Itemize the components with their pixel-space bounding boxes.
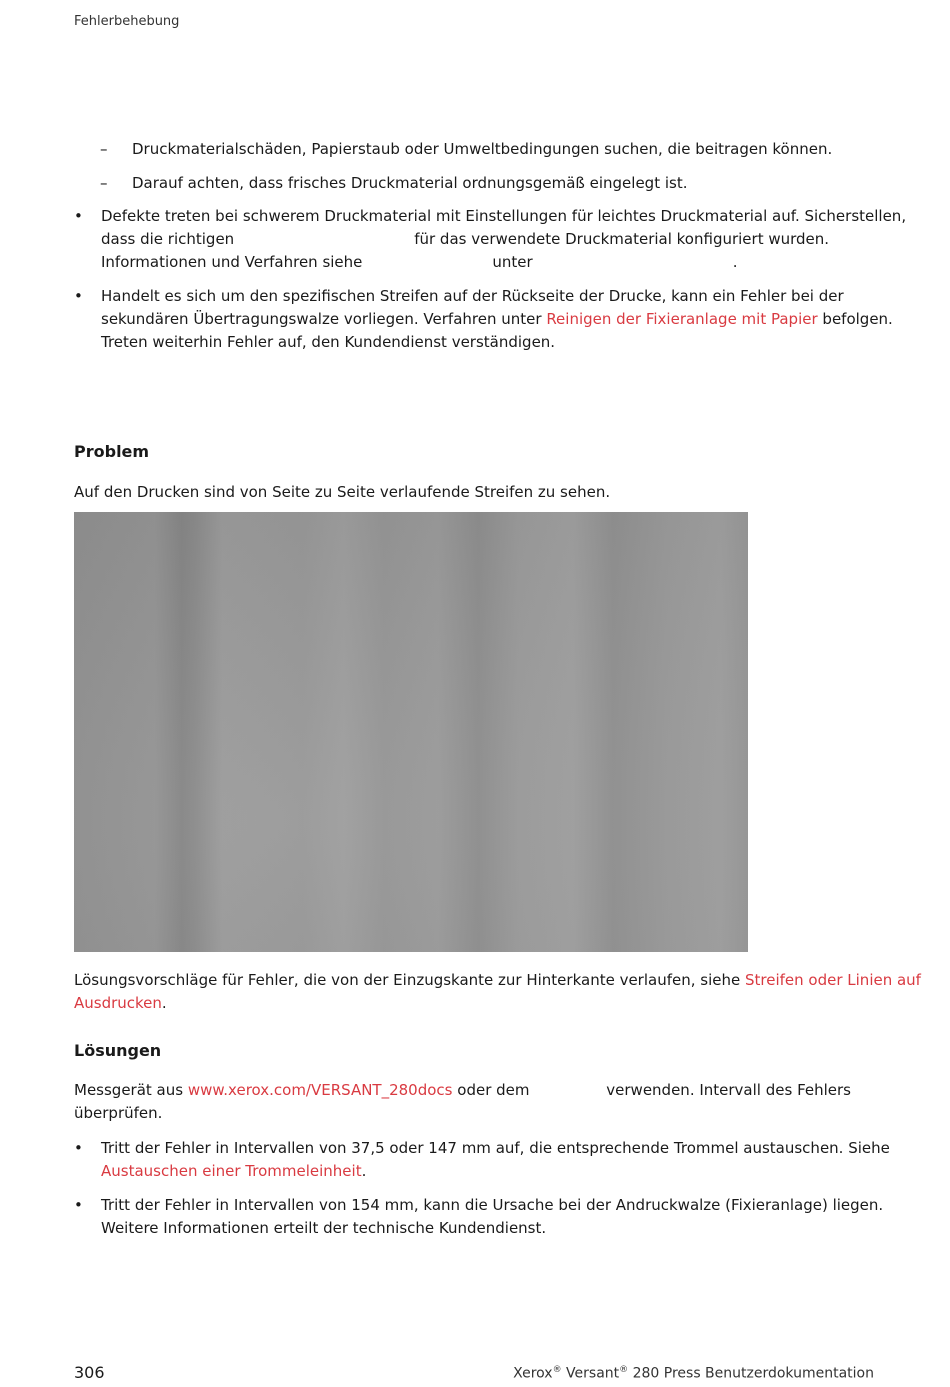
- solution-reference: [74, 969, 921, 1015]
- list-item-text: Informationen und Verfahren siehe: [101, 253, 363, 271]
- page-number: 306: [74, 1363, 105, 1382]
- list-item-text: befolgen.: [822, 310, 893, 328]
- registered-mark: ®: [552, 1365, 562, 1375]
- problem-heading: Problem: [74, 442, 150, 461]
- bullet-marker: •: [74, 1196, 83, 1214]
- paragraph-text: .: [161, 994, 167, 1012]
- list-item-text: sekundären Übertragungswalze vorliegen. Verfahren unter: [101, 310, 542, 328]
- link-austauschen-trommeleinheit[interactable]: Austauschen einer Trommeleinheit: [101, 1162, 362, 1180]
- registered-mark: ®: [619, 1365, 629, 1375]
- solutions-heading: Lösungen: [74, 1041, 162, 1060]
- link-xerox-docs[interactable]: www.xerox.com/VERSANT_280docs: [187, 1081, 453, 1099]
- problem-description: Auf den Drucken sind von Seite zu Seite verlaufende Streifen zu sehen.: [74, 483, 611, 501]
- link-ausdrucken[interactable]: Ausdrucken: [74, 994, 162, 1012]
- list-item-text: Weitere Informationen erteilt der technische Kundendienst.: [101, 1219, 547, 1237]
- solutions-intro: [74, 1079, 869, 1125]
- streak-sample-image: [74, 512, 748, 952]
- document-title: [513, 1365, 874, 1382]
- doc-title-text: 280 Press Benutzerdokumentation: [628, 1365, 874, 1382]
- list-item-text: Treten weiterhin Fehler auf, den Kundendienst verständigen.: [101, 333, 556, 351]
- sub-list-item-text: Druckmaterialschäden, Papierstaub oder Umweltbedingungen suchen, die beitragen können.: [132, 140, 833, 158]
- bullet-marker: •: [74, 287, 83, 305]
- doc-title-text: Xerox: [513, 1365, 553, 1382]
- bullet-marker: •: [74, 207, 83, 225]
- dash-marker: –: [100, 140, 108, 158]
- list-item-text: dass die richtigen: [101, 230, 235, 248]
- list-item-text: für das verwendete Druckmaterial konfiguriert wurden.: [414, 230, 830, 248]
- list-item-text: Defekte treten bei schwerem Druckmaterial mit Einstellungen für leichtes Druckmaterial auf. Sicherstellen,: [101, 207, 907, 225]
- running-header: Fehlerbehebung: [74, 14, 180, 29]
- paragraph-text: oder dem: [457, 1081, 530, 1099]
- doc-title-text: Versant: [561, 1365, 620, 1382]
- list-item-text: .: [732, 253, 738, 271]
- paragraph-text: verwenden. Intervall des Fehlers: [606, 1081, 851, 1099]
- sub-list-item-text: Darauf achten, dass frisches Druckmaterial ordnungsgemäß eingelegt ist.: [132, 174, 688, 192]
- link-streifen-linien[interactable]: Streifen oder Linien auf: [745, 971, 921, 989]
- list-item-text: Tritt der Fehler in Intervallen von 37,5 oder 147 mm auf, die entsprechende Trommel austauschen. Siehe: [101, 1139, 890, 1157]
- paragraph-text: Messgerät aus: [74, 1081, 184, 1099]
- list-item-text: .: [361, 1162, 367, 1180]
- paragraph-text: überprüfen.: [74, 1104, 163, 1122]
- bullet-marker: •: [74, 1139, 83, 1157]
- paragraph-text: Lösungsvorschläge für Fehler, die von der Einzugskante zur Hinterkante verlaufen, siehe: [74, 971, 741, 989]
- list-item-text: Handelt es sich um den spezifischen Streifen auf der Rückseite der Drucke, kann ein Fehler bei der: [101, 287, 844, 305]
- link-reinigen-fixieranlage[interactable]: Reinigen der Fixieranlage mit Papier: [546, 310, 818, 328]
- list-item-text: unter: [492, 253, 533, 271]
- dash-marker: –: [100, 174, 108, 192]
- list-item-text: Tritt der Fehler in Intervallen von 154 mm, kann die Ursache bei der Andruckwalze (Fixieranlage) liegen.: [101, 1196, 884, 1214]
